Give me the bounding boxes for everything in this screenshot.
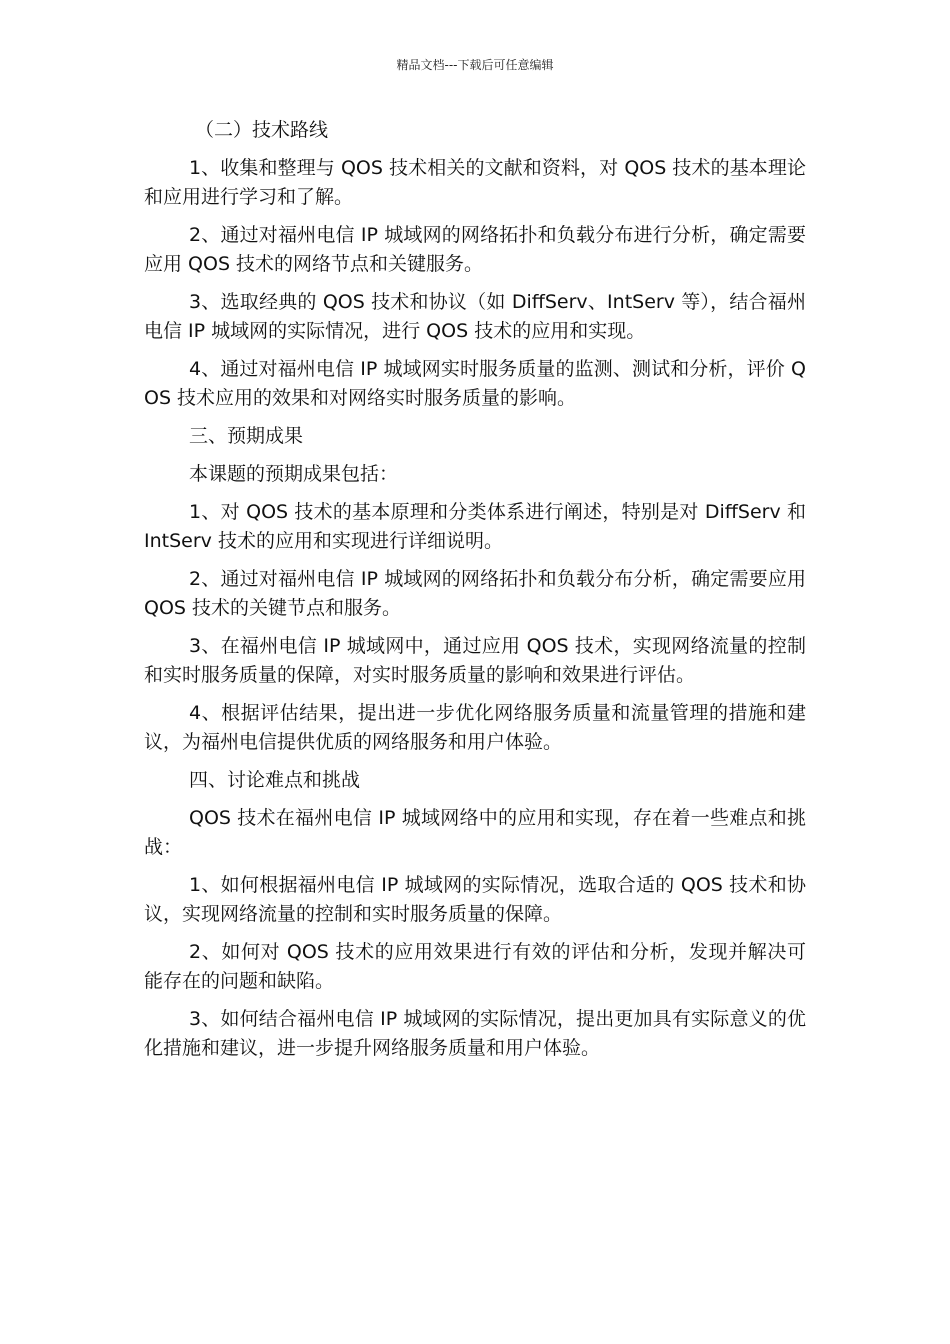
expected-results-item-2: 2、通过对福州电信 IP 城域网的网络拓扑和负载分布分析，确定需要应用 QOS 技术的关键节点和服务。 [144, 568, 806, 619]
document-body [144, 116, 806, 1072]
page-header: 精品文档---下载后可任意编辑 [396, 58, 554, 72]
expected-results-item-3: 3、在福州电信 IP 城域网中，通过应用 QOS 技术，实现网络流量的控制和实时服务质量的保障，对实时服务质量的影响和效果进行评估。 [144, 635, 806, 686]
section-title-expected-results: 三、预期成果 [189, 425, 304, 447]
tech-route-item-4: 4、通过对福州电信 IP 城域网实时服务质量的监测、测试和分析，评价 QOS 技术应用的效果和对网络实时服务质量的影响。 [144, 358, 806, 409]
tech-route-item-2: 2、通过对福州电信 IP 城域网的网络拓扑和负载分布进行分析，确定需要应用 QOS 技术的网络节点和关键服务。 [144, 224, 806, 275]
tech-route-item-3: 3、选取经典的 QOS 技术和协议（如 DiffServ、IntServ 等），结合福州电信 IP 城域网的实际情况，进行 QOS 技术的应用和实现。 [144, 291, 806, 342]
expected-results-intro: 本课题的预期成果包括： [189, 463, 399, 485]
challenges-intro: QOS 技术在福州电信 IP 城域网络中的应用和实现，存在着一些难点和挑战： [144, 807, 806, 858]
expected-results-item-4: 4、根据评估结果，提出进一步优化网络服务质量和流量管理的措施和建议，为福州电信提供优质的网络服务和用户体验。 [144, 702, 806, 753]
challenges-item-3: 3、如何结合福州电信 IP 城域网的实际情况，提出更加具有实际意义的优化措施和建议，进一步提升网络服务质量和用户体验。 [144, 1008, 806, 1059]
challenges-item-2: 2、如何对 QOS 技术的应用效果进行有效的评估和分析，发现并解决可能存在的问题和缺陷。 [144, 941, 806, 992]
section-title-challenges: 四、讨论难点和挑战 [189, 769, 361, 791]
challenges-item-1: 1、如何根据福州电信 IP 城域网的实际情况，选取合适的 QOS 技术和协议，实现网络流量的控制和实时服务质量的保障。 [144, 874, 806, 925]
tech-route-item-1: 1、收集和整理与 QOS 技术相关的文献和资料，对 QOS 技术的基本理论和应用进行学习和了解。 [144, 157, 806, 208]
section-title-tech-route: （二）技术路线 [195, 119, 329, 141]
expected-results-item-1: 1、对 QOS 技术的基本原理和分类体系进行阐述，特别是对 DiffServ 和 IntServ 技术的应用和实现进行详细说明。 [144, 501, 806, 552]
